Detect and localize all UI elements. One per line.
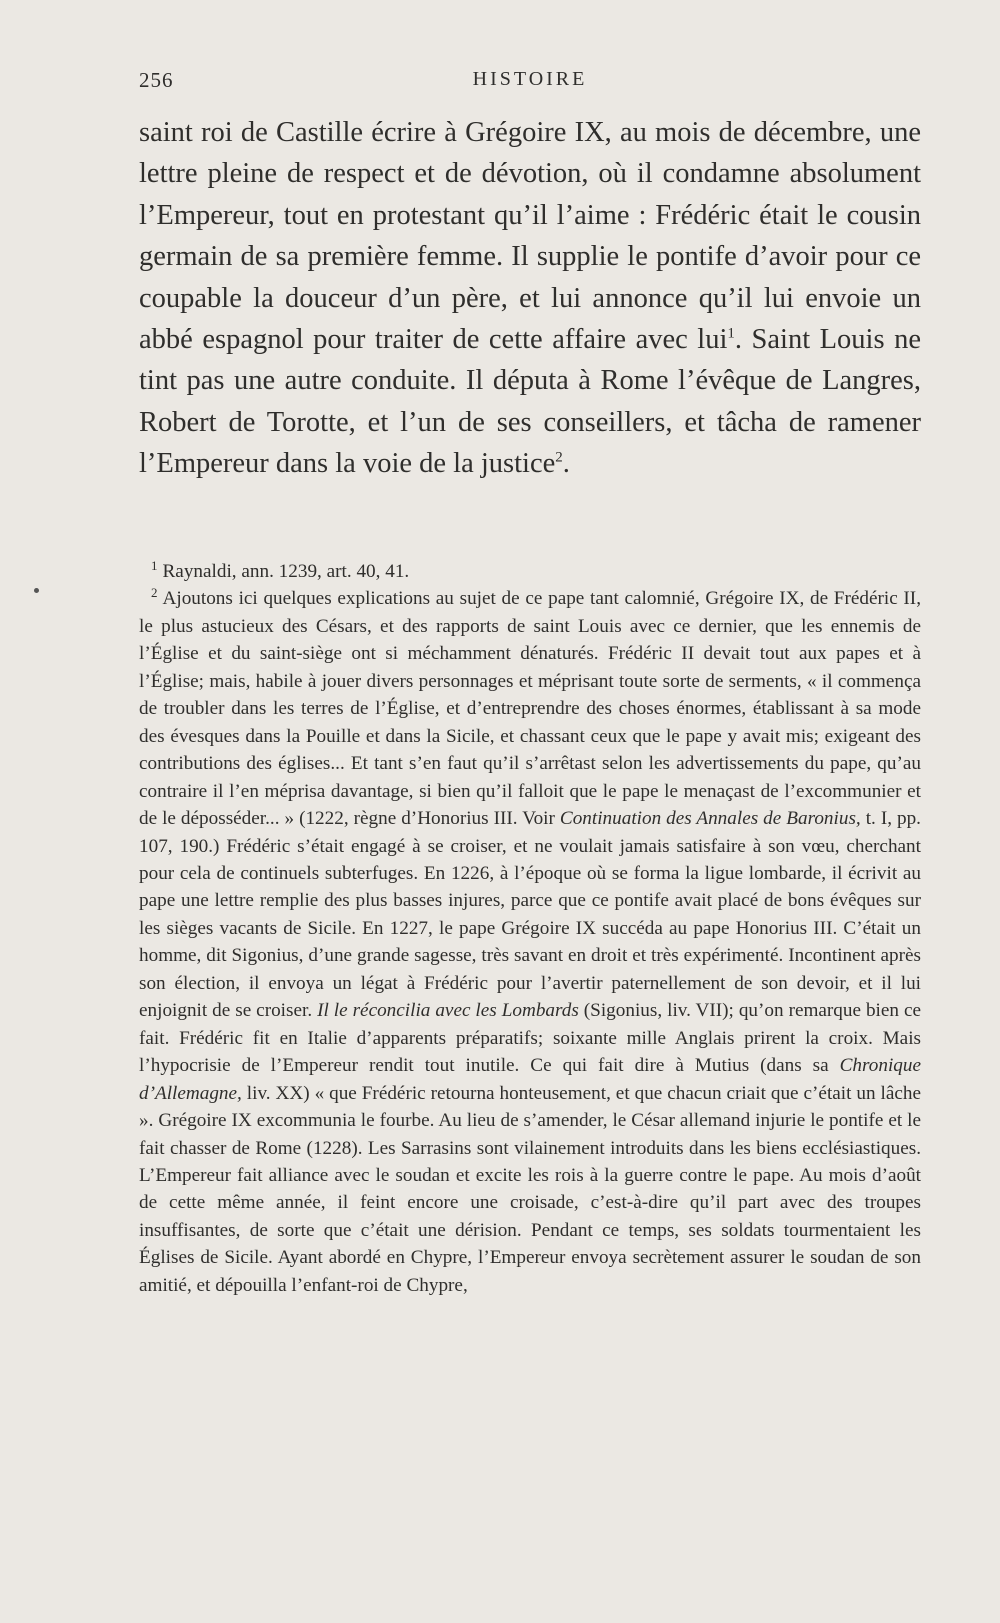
footnote-2-text-3: (Sigonius, liv. VII); qu’on remarque bien ce fait. Frédéric fit en Italie d’apparents préparatifs; soixante mille Anglais prirent la croix. Mais l’hypocrisie de l’Empereur rendit tout inutile. Ce qui fait dire à Mutius (dans sa [139,1000,921,1077]
main-text-part-3: . [562,448,570,480]
page-header [139,68,921,98]
footnote-2-text-1: Ajoutons ici quelques explications au sujet de ce pape tant calomnié, Grégoire IX, de Frédéric II, le plus astucieux des Césars, et des rapports de saint Louis avec ce dernier, que les ennemis de l’Église et du saint-siège ont si méchamment dénaturés. Frédéric II devait tout aux papes et à l’Église; mais, habile à jouer divers personnages et méprisant toute sorte de serments, « il commença de troubler dans les terres de l’Église, et d’entreprendre des choses énormes, établissant à sa mode des évesques dans la Pouille et dans la Sicile, et chassant ceux que le pape y avait mis; exigeant des contributions des églises... Et tant s’en faut qu’il s’arrêtast selon les advertissements du pape, qu’au contraire il l’en méprisa davantage, si bien qu’il falloit que le pape le menaçast de l’excommunier et de le déposséder... » (1222, règne d’Honorius III. Voir [139,588,921,830]
page-number: 256 [139,68,174,92]
main-paragraph [139,112,921,485]
main-text-part-1: saint roi de Castille écrire à Grégoire IX, au mois de décembre, une lettre pleine de respect et de dévotion, où il condamne absolument l’Empereur, tout en protestant qu’il l’aime : Frédéric était le cousin germain de sa première femme. Il supplie le pontife d’avoir pour ce coupable la douceur d’un père, et lui annonce qu’il lui envoie un abbé espagnol pour traiter de cette affaire avec lui [139,117,921,356]
footnote-2-citation-1: Continuation des Annales de Baronius, [559,808,861,830]
margin-dot [34,588,39,593]
footnote-ref-2: 2 [555,449,563,466]
footnote-2-citation-2: Il le réconcilia avec les Lombards [317,1000,579,1022]
main-text [139,112,921,485]
footnote-2 [139,585,921,1299]
footnote-2-text-4: liv. XX) « que Frédéric retourna honteusement, et que chacun criait que c’était un lâche ». Grégoire IX excommunia le fourbe. Au lieu de s’amender, le César allemand injurie le pontife et le fait chasser de Rome (1228). Les Sarrasins sont vilainement introduits dans les biens ecclésiastiques. L’Empereur fait alliance avec le soudan et excite les rois à la guerre contre le pape. Au mois d’août de cette même année, il feint encore une croisade, c’est-à-dire qu’il part avec des troupes insuffisantes, de sorte que c’était une dérision. Pendant ce temps, ses soldats tourmentaient les Églises de Sicile. Ayant abordé en Chypre, l’Empereur envoya secrètement assurer le soudan de son amitié, et dépouilla l’enfant-roi de Chypre, [139,1082,921,1296]
footnote-1 [139,558,921,585]
footnote-1-text: Raynaldi, ann. 1239, art. 40, 41. [162,561,410,582]
main-text-part-2: . Saint Louis ne tint pas une autre conduite. Il députa à Rome l’évêque de Langres, Robert de Torotte, et l’un de ses conseillers, et tâcha de ramener l’Empereur dans la voie de la justice [139,324,921,480]
footnotes [139,558,921,1299]
running-head: HISTOIRE [472,68,588,90]
footnote-2-mark: 2 [151,585,158,601]
footnote-1-mark: 1 [151,557,158,573]
footnote-2-citation-3: Chronique d’Allemagne, [139,1055,921,1104]
footnote-2-text-2: t. I, pp. 107, 190.) Frédéric s’était engagé à se croiser, et ne voulait jamais satisfaire à son vœu, cherchant pour cela de continuels subterfuges. En 1226, à l’époque où se forma la ligue lombarde, il écrivit au pape une lettre remplie des plus basses injures, parce que ce pontife avait placé de bons évêques sur les sièges vacants de Sicile. En 1227, le pape Grégoire IX succéda au pape Honorius III. C’était un homme, dit Sigonius, d’une grande sagesse, très savant en droit et très expérimenté. Incontinent après son élection, il envoya un légat à Frédéric pour l’avertir paternellement de son devoir, et il lui enjoignit de se croiser. [139,808,921,1022]
footnote-ref-1: 1 [727,325,735,342]
